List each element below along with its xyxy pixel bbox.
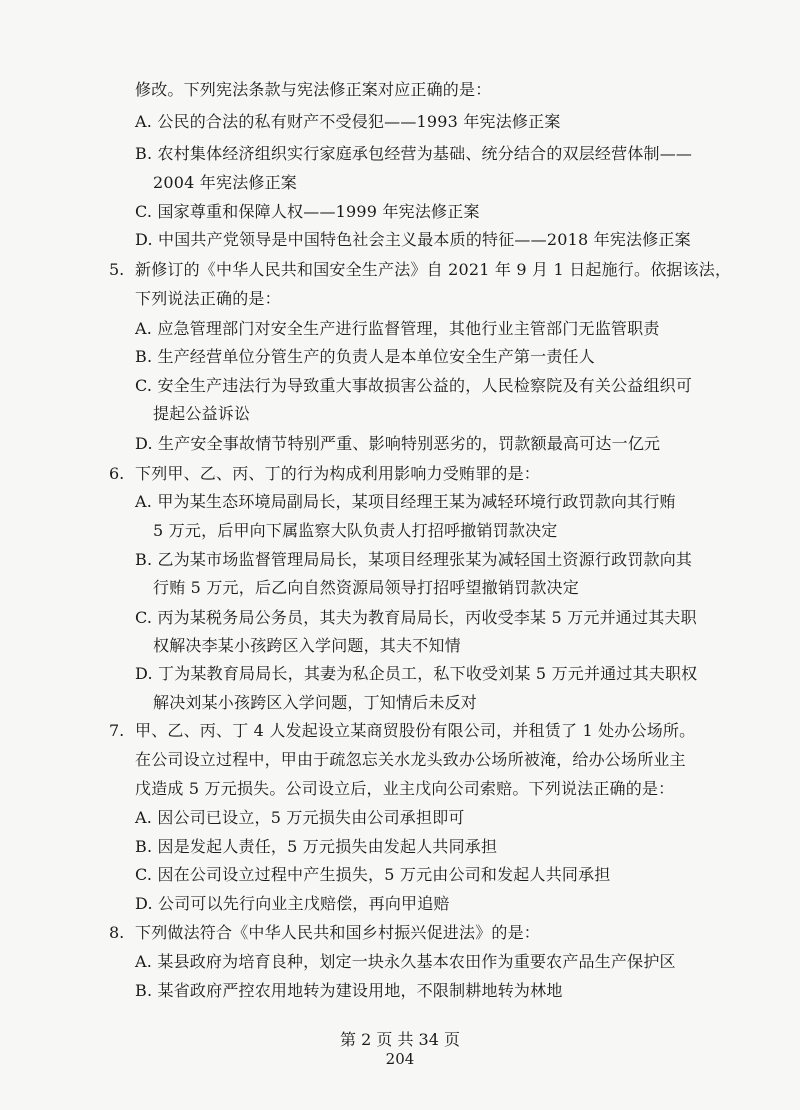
question-7-stem-line3: 戊造成 5 万元损失。公司设立后，业主戊向公司索赔。下列说法正确的是： <box>135 779 675 798</box>
question-7-option-b: B. 因是发起人责任，5 万元损失由发起人共同承担 <box>135 837 498 856</box>
question-6-option-c-line2: 权解决李某小孩跨区入学问题，其夫不知情 <box>153 636 461 655</box>
page-number: 204 <box>385 1050 415 1068</box>
question-4-option-b-line1: B. 农村集体经济组织实行家庭承包经营为基础、统分结合的双层经营体制—— <box>135 144 693 163</box>
question-7-option-a: A. 因公司已设立，5 万元损失由公司承担即可 <box>135 808 465 827</box>
question-7-stem-line2: 在公司设立过程中，甲由于疏忽忘关水龙头致办公场所被淹，给办公场所业主 <box>135 750 686 769</box>
question-6-option-d-line1: D. 丁为某教育局局长，其妻为私企员工，私下收受刘某 5 万元并通过其夫职权 <box>135 664 698 683</box>
question-5-option-c-line2: 提起公益诉讼 <box>153 404 251 423</box>
question-8-number: 8. <box>109 923 125 942</box>
question-5-option-a: A. 应急管理部门对安全生产进行监督管理，其他行业主管部门无监管职责 <box>135 319 660 338</box>
page-info: 第 2 页 共 34 页 <box>340 1030 460 1049</box>
question-5-stem-line2: 下列说法正确的是： <box>135 289 281 308</box>
question-7-option-c: C. 因在公司设立过程中产生损失，5 万元由公司和发起人共同承担 <box>135 865 611 884</box>
question-4-option-a: A. 公民的合法的私有财产不受侵犯——1993 年宪法修正案 <box>135 112 561 131</box>
question-7-stem-line1: 甲、乙、丙、丁 4 人发起设立某商贸股份有限公司，并租赁了 1 处办公场所。 <box>135 721 696 740</box>
question-5-number: 5. <box>109 260 125 279</box>
question-5-option-b: B. 生产经营单位分管生产的负责人是本单位安全生产第一责任人 <box>135 347 595 366</box>
question-4-option-d: D. 中国共产党领导是中国特色社会主义最本质的特征——2018 年宪法修正案 <box>135 230 691 249</box>
question-6-option-a-line1: A. 甲为某生态环境局副局长，某项目经理王某为减轻环境行政罚款向其行贿 <box>135 492 676 511</box>
question-6-stem: 下列甲、乙、丙、丁的行为构成利用影响力受贿罪的是： <box>135 464 541 483</box>
question-5-option-c-line1: C. 安全生产违法行为导致重大事故损害公益的，人民检察院及有关公益组织可 <box>135 376 693 395</box>
question-4-option-b-line2: 2004 年宪法修正案 <box>153 173 298 192</box>
question-6-option-a-line2: 5 万元，后甲向下属监察大队负责人打招呼撤销罚款决定 <box>153 521 558 540</box>
question-8-option-a: A. 某县政府为培育良种，划定一块永久基本农田作为重要农产品生产保护区 <box>135 952 676 971</box>
question-7-option-d: D. 公司可以先行向业主戊赔偿，再向甲追赔 <box>135 894 450 913</box>
question-6-option-b-line2: 行贿 5 万元，后乙向自然资源局领导打招呼望撤销罚款决定 <box>153 578 579 597</box>
question-6-number: 6. <box>109 464 125 483</box>
question-4-stem-tail: 修改。下列宪法条款与宪法修正案对应正确的是： <box>135 80 492 99</box>
question-7-number: 7. <box>109 721 125 740</box>
question-6-option-d-line2: 解决刘某小孩跨区入学问题，丁知情后未反对 <box>153 693 478 712</box>
question-8-stem: 下列做法符合《中华人民共和国乡村振兴促进法》的是： <box>135 923 541 942</box>
question-5-option-d: D. 生产安全事故情节特别严重、影响特别恶劣的，罚款额最高可达一亿元 <box>135 434 661 453</box>
question-5-stem-line1: 新修订的《中华人民共和国安全生产法》自 2021 年 9 月 1 日起施行。依据该法， <box>135 260 732 279</box>
question-4-option-c: C. 国家尊重和保障人权——1999 年宪法修正案 <box>135 202 480 221</box>
question-6-option-b-line1: B. 乙为某市场监督管理局局长，某项目经理张某为减轻国土资源行政罚款向其 <box>135 550 693 569</box>
question-8-option-b: B. 某省政府严控农用地转为建设用地，不限制耕地转为林地 <box>135 981 563 1000</box>
question-6-option-c-line1: C. 丙为某税务局公务员，其夫为教育局局长，丙收受李某 5 万元并通过其夫职 <box>135 608 697 627</box>
